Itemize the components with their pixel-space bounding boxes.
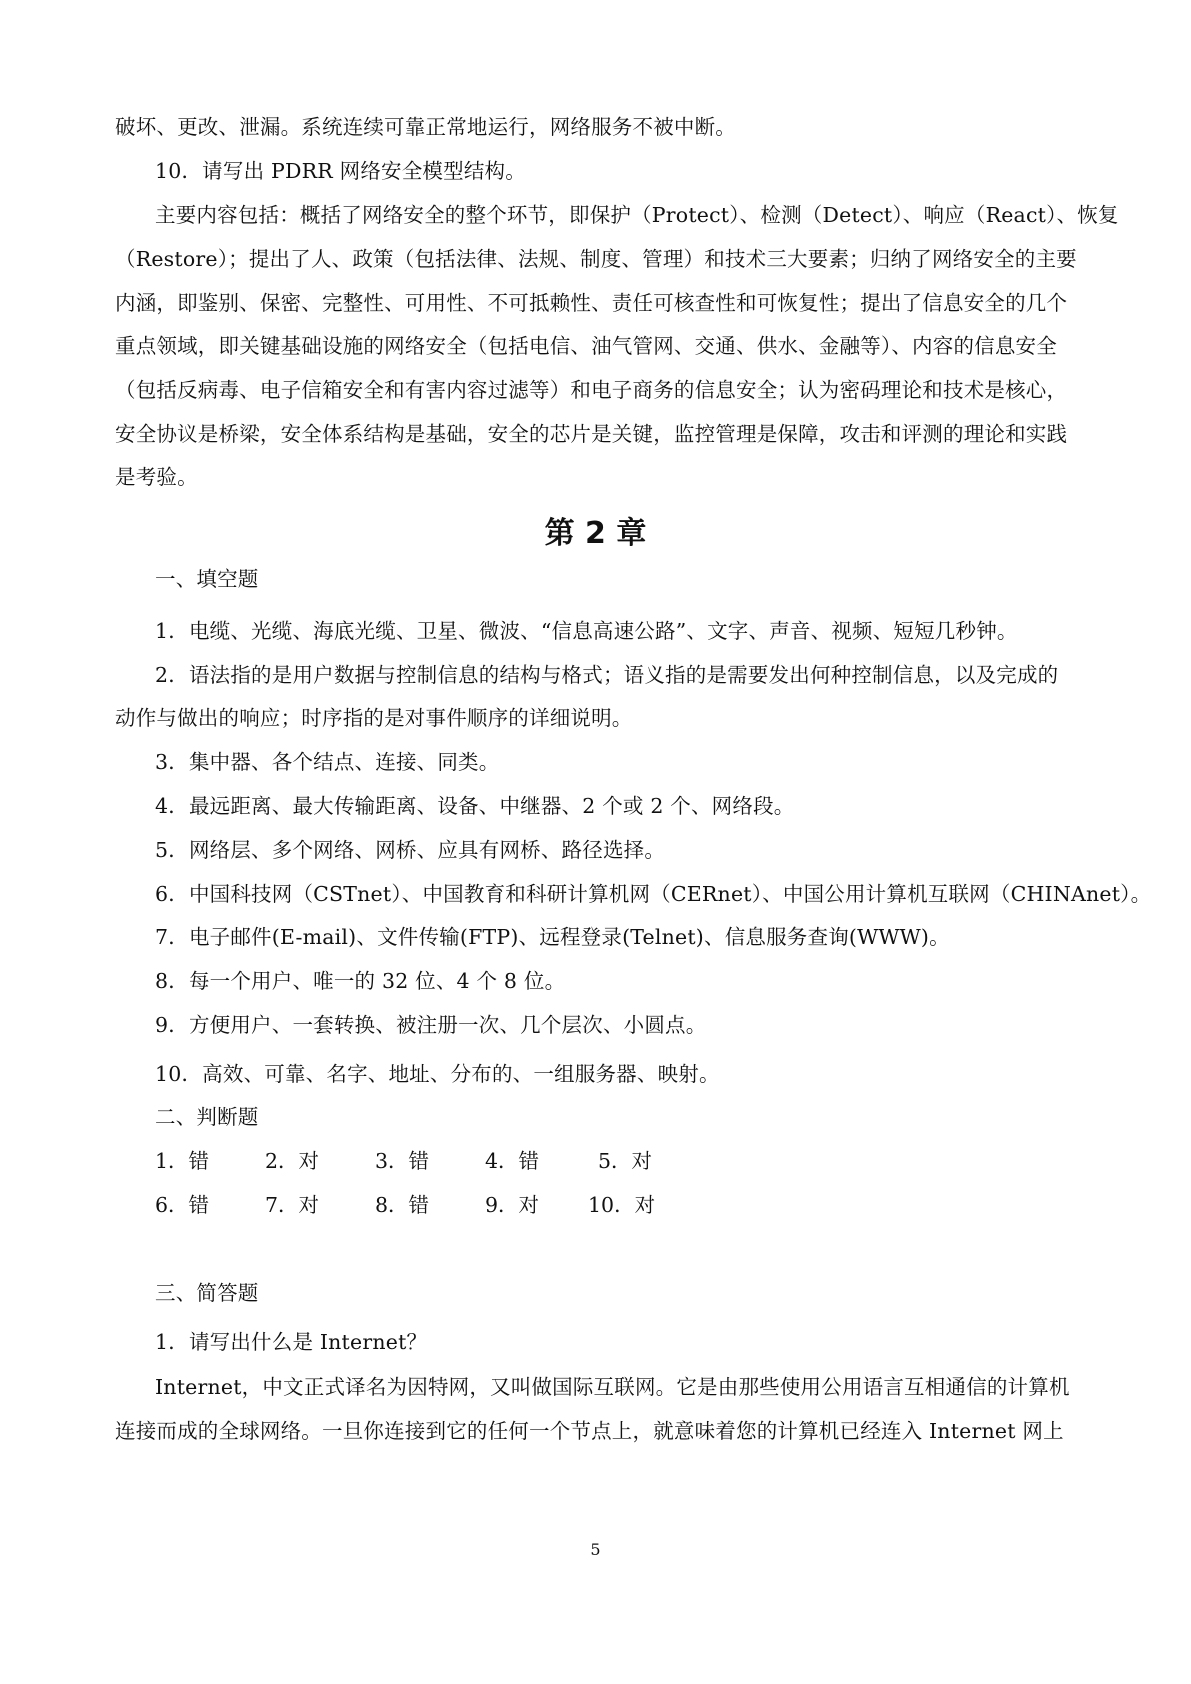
fill-item: 4．最远距离、最大传输距离、设备、中继器、2 个或 2 个、网络段。 xyxy=(155,794,795,818)
question-10: 10．请写出 PDRR 网络安全模型结构。 xyxy=(155,159,526,183)
judge-answer: 9．对 xyxy=(485,1193,540,1217)
answer-line: 内涵，即鉴别、保密、完整性、可用性、不可抵赖性、责任可核查性和可恢复性；提出了信息安全的几个 xyxy=(115,291,1068,315)
answer-line: （包括反病毒、电子信箱安全和有害内容过滤等）和电子商务的信息安全；认为密码理论和技术是核心， xyxy=(115,378,1068,402)
judge-answer: 1．错 xyxy=(155,1149,210,1173)
text-line: 破坏、更改、泄漏。系统连续可靠正常地运行，网络服务不被中断。 xyxy=(115,115,736,139)
fill-item: 5．网络层、多个网络、网桥、应具有网桥、路径选择。 xyxy=(155,838,666,862)
judge-answer: 10．对 xyxy=(588,1193,656,1217)
short-question-1: 1．请写出什么是 Internet？ xyxy=(155,1330,428,1354)
chapter-title: 第 2 章 xyxy=(544,516,647,551)
fill-item: 3．集中器、各个结点、连接、同类。 xyxy=(155,750,500,774)
fill-item: 8．每一个用户、唯一的 32 位、4 个 8 位。 xyxy=(155,969,566,993)
fill-item: 10．高效、可靠、名字、地址、分布的、一组服务器、映射。 xyxy=(155,1062,720,1086)
answer-line: （Restore）；提出了人、政策（包括法律、法规、制度、管理）和技术三大要素；归纳了网络安全的主要 xyxy=(115,247,1077,271)
section-heading-judge: 二、判断题 xyxy=(155,1105,259,1129)
short-answer-line: 连接而成的全球网络。一旦你连接到它的任何一个节点上，就意味着您的计算机已经连入 Internet 网上 xyxy=(115,1419,1064,1443)
judge-answer: 3．错 xyxy=(375,1149,430,1173)
answer-line: 重点领域，即关键基础设施的网络安全（包括电信、油气管网、交通、供水、金融等）、内容的信息安全 xyxy=(115,334,1057,358)
judge-answer: 5．对 xyxy=(598,1149,653,1173)
section-heading-fill: 一、填空题 xyxy=(155,567,259,591)
judge-answer: 4．错 xyxy=(485,1149,540,1173)
judge-answer: 7．对 xyxy=(265,1193,320,1217)
fill-item: 6．中国科技网（CSTnet）、中国教育和科研计算机网（CERnet）、中国公用计算机互联网（CHINAnet）。 xyxy=(155,882,1152,906)
judge-answer: 8．错 xyxy=(375,1193,430,1217)
fill-item: 2．语法指的是用户数据与控制信息的结构与格式；语义指的是需要发出何种控制信息，以及完成的 xyxy=(155,663,1059,687)
fill-item: 7．电子邮件(E-mail)、文件传输(FTP)、远程登录(Telnet)、信息服务查询(WWW)。 xyxy=(155,925,950,949)
answer-line: 安全协议是桥梁，安全体系结构是基础，安全的芯片是关键，监控管理是保障，攻击和评测的理论和实践 xyxy=(115,422,1068,446)
answer-line: 是考验。 xyxy=(115,465,198,489)
answer-line: 主要内容包括：概括了网络安全的整个环节，即保护（Protect）、检测（Detect）、响应（React）、恢复 xyxy=(155,203,1119,227)
judge-answer: 6．错 xyxy=(155,1193,210,1217)
section-heading-short: 三、简答题 xyxy=(155,1281,259,1305)
fill-item: 动作与做出的响应；时序指的是对事件顺序的详细说明。 xyxy=(115,706,633,730)
fill-item: 9．方便用户、一套转换、被注册一次、几个层次、小圆点。 xyxy=(155,1013,707,1037)
fill-item: 1．电缆、光缆、海底光缆、卫星、微波、“信息高速公路”、文字、声音、视频、短短几秒钟。 xyxy=(155,619,1018,643)
short-answer-line: Internet，中文正式译名为因特网，又叫做国际互联网。它是由那些使用公用语言互相通信的计算机 xyxy=(155,1375,1070,1399)
judge-answer: 2．对 xyxy=(265,1149,320,1173)
page-number: 5 xyxy=(590,1540,601,1559)
